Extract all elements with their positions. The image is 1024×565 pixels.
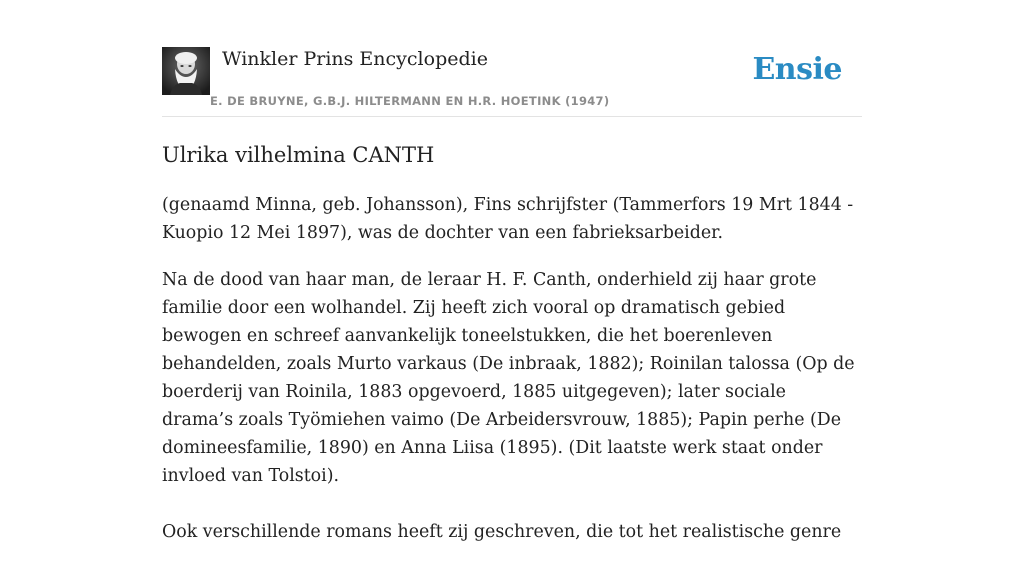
- entry-title: Ulrika vilhelmina CANTH: [162, 143, 435, 167]
- source-header: [162, 46, 862, 117]
- bearded-man-portrait-icon: [162, 47, 210, 95]
- source-authors: E. DE BRUYNE, G.B.J. HILTERMANN EN H.R. HOETINK (1947): [210, 94, 610, 108]
- ensie-logo-link[interactable]: Ensie: [752, 52, 842, 87]
- entry-paragraph-3: Ook verschillende romans heeft zij geschreven, die tot het realistische genre: [162, 522, 842, 542]
- source-title[interactable]: Winkler Prins Encyclopedie: [222, 48, 488, 70]
- entry-paragraph-1: (genaamd Minna, geb. Johansson), Fins schrijfster (Tammerfors 19 Mrt 1844 - Kuopio 12 Mei 1897), was de dochter van een fabrieksarbeider.: [162, 195, 854, 243]
- entry-paragraph-2: Na de dood van haar man, de leraar H. F. Canth, onderhield zij haar grote familie door een wolhandel. Zij heeft zich vooral op dramatisch gebied bewogen en schreef aanvankelijk toneelstukken, die het boerenleven behandelden, zoals Murto varkaus (De inbraak, 1882); Roinilan talossa (Op de boerderij van Roinila, 1883 opgevoerd, 1885 uitgegeven); later sociale drama’s zoals Työmiehen vaimo (De Arbeidersvrouw, 1885); Papin perhe (De domineesfamilie, 1890) en Anna Liisa (1895). (Dit laatste werk staat onder invloed van Tolstoi).: [162, 270, 855, 486]
- entry-content: [162, 140, 862, 565]
- source-avatar-icon[interactable]: [162, 47, 210, 95]
